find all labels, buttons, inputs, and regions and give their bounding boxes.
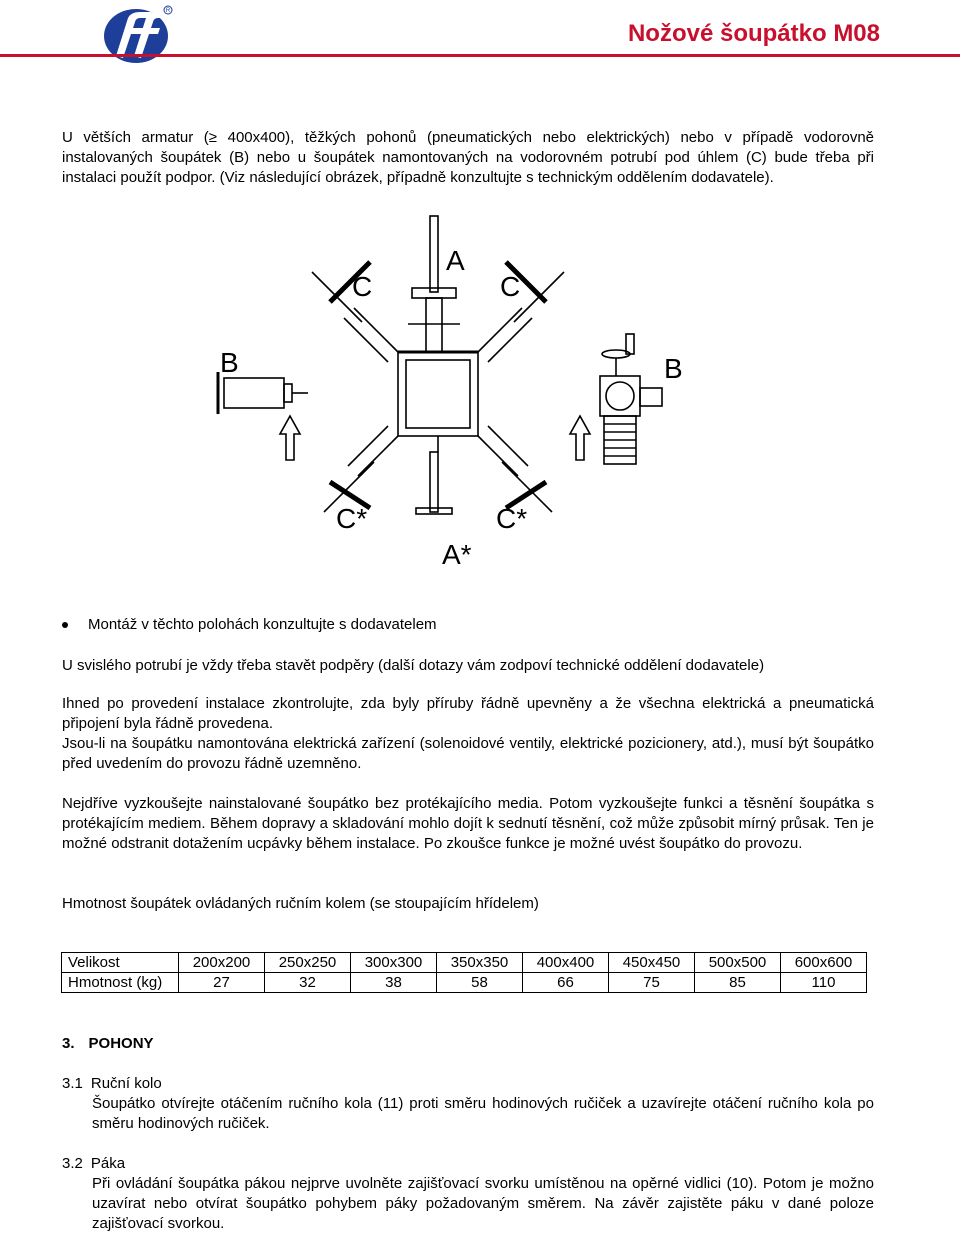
label-b-left: B	[220, 347, 239, 378]
intro-paragraph: U větších armatur (≥ 400x400), těžkých pohonů (pneumatických nebo elektrických) nebo v případě vodorovně instalovaných šoupátek (B) nebo u šoupátek namontovaných na vodorovném potrubí pod úhlem (C) bude třeba při instalaci použít podpor. (Viz následující obrázek, případně konzultujte s technickým oddělením dodavatele).	[62, 129, 875, 186]
size-cell: 250x250	[265, 953, 351, 973]
document-title: Nožové šoupátko M08	[627, 20, 880, 47]
subsection-3-1-heading: 3.1 Ruční kolo	[62, 1075, 162, 1092]
table-row	[62, 953, 867, 973]
svg-text:R: R	[165, 8, 171, 14]
row-label-weight: Hmotnost (kg)	[62, 973, 179, 993]
section-heading: 3. POHONY	[62, 1035, 154, 1052]
paragraph-check: Ihned po provedení instalace zkontrolujte, zda byly příruby řádně upevněny a že všechna elektrická a pneumatická připojení byla řádně provedena.	[62, 695, 874, 732]
installation-positions-drawing	[212, 212, 708, 570]
row-label-size: Velikost	[62, 953, 179, 973]
weight-cell: 38	[351, 973, 437, 993]
size-cell: 350x350	[437, 953, 523, 973]
label-b-right: B	[664, 353, 683, 384]
label-c-star-left: C*	[336, 503, 368, 534]
header-divider	[0, 54, 960, 57]
size-cell: 600x600	[781, 953, 867, 973]
label-c-left: C	[352, 271, 373, 302]
weight-cell: 27	[179, 973, 265, 993]
bullet-item: Montáž v těchto polohách konzultujte s dodavatelem	[62, 616, 437, 633]
label-a: A	[446, 245, 465, 276]
size-cell: 200x200	[179, 953, 265, 973]
subsection-3-2-heading: 3.2 Páka	[62, 1155, 126, 1172]
size-cell: 400x400	[523, 953, 609, 973]
size-cell: 500x500	[695, 953, 781, 973]
paragraph-test: Nejdříve vyzkoušejte nainstalované šoupátko bez protékajícího media. Potom vyzkoušejte funkci a těsnění šoupátka s protékajícím mediem. Během dopravy a skladování mohlo dojít k sednutí těsnění, což může způsobit mírný průsak. Ten je možné odstranit dotažením ucpávky během instalace. Po zkoušce funkce je možné uvést šoupátko do provozu.	[62, 795, 874, 852]
size-cell: 300x300	[351, 953, 437, 973]
label-c-right: C	[500, 271, 521, 302]
weight-cell: 75	[609, 973, 695, 993]
paragraph-weight-intro: Hmotnost šoupátek ovládaných ručním kolem (se stoupajícím hřídelem)	[62, 895, 539, 912]
weight-cell: 110	[781, 973, 867, 993]
label-c-star-right: C*	[496, 503, 528, 534]
size-cell: 450x450	[609, 953, 695, 973]
paragraph-vertical: U svislého potrubí je vždy třeba stavět podpěry (další dotazy vám zodpoví technické oddělení dodavatele)	[62, 657, 765, 674]
subsection-3-1-text: Šoupátko otvírejte otáčením ručního kola (11) proti směru hodinových ručiček a uzavírejte otáčení ručního kola po směru hodinových ručiček.	[92, 1095, 874, 1132]
weight-cell: 85	[695, 973, 781, 993]
label-a-star: A*	[442, 539, 472, 570]
subsection-3-2-text: Při ovládání šoupátka pákou nejprve uvolněte zajišťovací svorku umístěnou na opěrné vidlici (10). Potom je možno uzavírat nebo otvírat šoupátko pohybem páky požadovaným směrem. Na závěr zajistěte páku v dané poloze zajišťovací svorkou.	[92, 1175, 874, 1232]
weight-cell: 32	[265, 973, 351, 993]
weights-table	[61, 952, 867, 993]
bullet-icon	[62, 622, 68, 628]
table-row	[62, 973, 867, 993]
paragraph-electric: Jsou-li na šoupátku namontována elektrická zařízení (solenoidové ventily, elektrické pozicionery, atd.), musí být šoupátko před uvedením do provozu řádně uzemněno.	[62, 735, 874, 772]
weight-cell: 66	[523, 973, 609, 993]
weight-cell: 58	[437, 973, 523, 993]
